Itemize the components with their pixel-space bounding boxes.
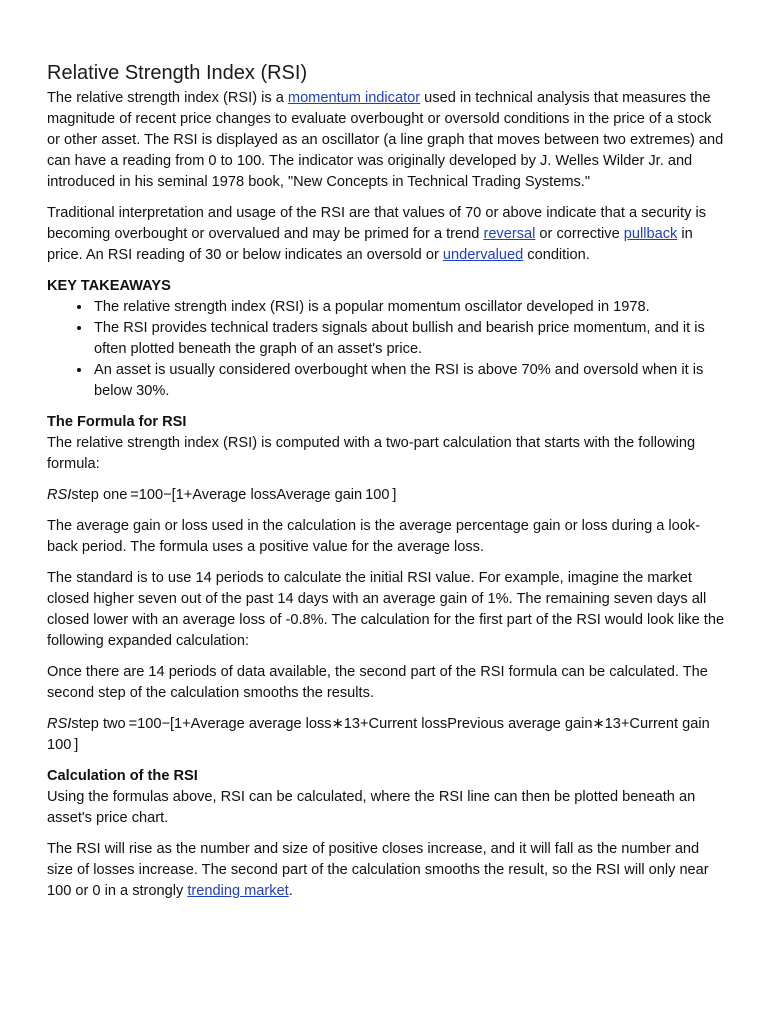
- formula-expression: step one =100−[1+Average lossAverage gain 100 ]: [71, 487, 397, 503]
- takeaway-item: • The RSI provides technical traders signals about bullish and bearish price momentum, and it is often plotted beneath the graph of an asset's price.: [92, 318, 728, 360]
- momentum-indicator-link[interactable]: momentum indicator: [287, 90, 421, 106]
- second-part-paragraph: Once there are 14 periods of data available, the second part of the RSI formula can be calculated. The second step of the calculation smooths the results.: [47, 664, 708, 701]
- interp-text-1: Traditional interpretation and usage of the RSI are that values of 70 or above indicate that a security is becoming overbought or overvalued and may be primed for a trend: [47, 205, 706, 242]
- takeaway-item: • An asset is usually considered overbought when the RSI is above 70% and oversold when it is below 30%.: [92, 360, 728, 402]
- calculation-paragraph: Using the formulas above, RSI can be calculated, where the RSI line can then be plotted beneath an asset's price chart.: [47, 789, 696, 826]
- trending-market-link[interactable]: trending market: [187, 883, 289, 899]
- key-takeaways-list: [47, 297, 728, 402]
- key-takeaways-heading: KEY TAKEAWAYS: [47, 278, 171, 294]
- formula-variable: RSI: [47, 716, 72, 732]
- rsi-rise-paragraph: [47, 839, 728, 902]
- rise-text-1: The RSI will rise as the number and size of positive closes increase, and it will fall as the number and size of losses increase. The second part of the calculation smooths the result, so the RSI will only near 100 or 0 in a strongly: [47, 841, 709, 899]
- takeaway-item: • The relative strength index (RSI) is a popular momentum oscillator developed in 1978.: [92, 297, 728, 318]
- interp-text-3: in price. An RSI reading of 30 or below indicates an oversold or: [47, 226, 693, 263]
- intro-text-1: The relative strength index (RSI) is a: [47, 90, 288, 106]
- rsi-step-one-formula: [47, 485, 728, 506]
- calculation-heading: Calculation of the RSI: [47, 768, 198, 784]
- undervalued-link[interactable]: undervalued: [442, 247, 524, 263]
- rise-text-2: .: [288, 883, 293, 899]
- reversal-link[interactable]: reversal: [483, 226, 536, 242]
- formula-variable: RSI: [47, 487, 72, 503]
- interp-text-2: or corrective: [535, 226, 624, 242]
- pullback-link[interactable]: pullback: [623, 226, 678, 242]
- standard-paragraph: The standard is to use 14 periods to calculate the initial RSI value. For example, imagine the market closed higher seven out of the past 14 days with an average gain of 1%. The remaining seven days all closed lower with an average loss of -0.8%. The calculation for the first part of the RSI would look like the following expanded calculation:: [47, 570, 725, 649]
- rsi-step-two-formula: [47, 714, 728, 756]
- interpretation-paragraph: [47, 203, 728, 266]
- formula-expression: step two =100−[1+Average average loss∗13+Current lossPrevious average gain∗13+Current gain 100 ]: [47, 716, 710, 753]
- interp-text-4: condition.: [523, 247, 590, 263]
- average-gain-paragraph: The average gain or loss used in the calculation is the average percentage gain or loss during a look-back period. The formula uses a positive value for the average loss.: [47, 518, 701, 555]
- formula-heading: The Formula for RSI: [47, 414, 187, 430]
- formula-intro: The relative strength index (RSI) is computed with a two-part calculation that starts with the following formula:: [47, 435, 696, 472]
- page-title: Relative Strength Index (RSI): [47, 62, 308, 84]
- intro-paragraph: [47, 88, 728, 193]
- intro-text-2: used in technical analysis that measures the magnitude of recent price changes to evaluate overbought or oversold conditions in the price of a stock or other asset. The RSI is displayed as an oscillator (a line graph that moves between two extremes) and can have a reading from 0 to 100. The indicator was originally developed by J. Welles Wilder Jr. and introduced in his seminal 1978 book, "New Concepts in Technical Trading Systems.": [47, 90, 724, 190]
